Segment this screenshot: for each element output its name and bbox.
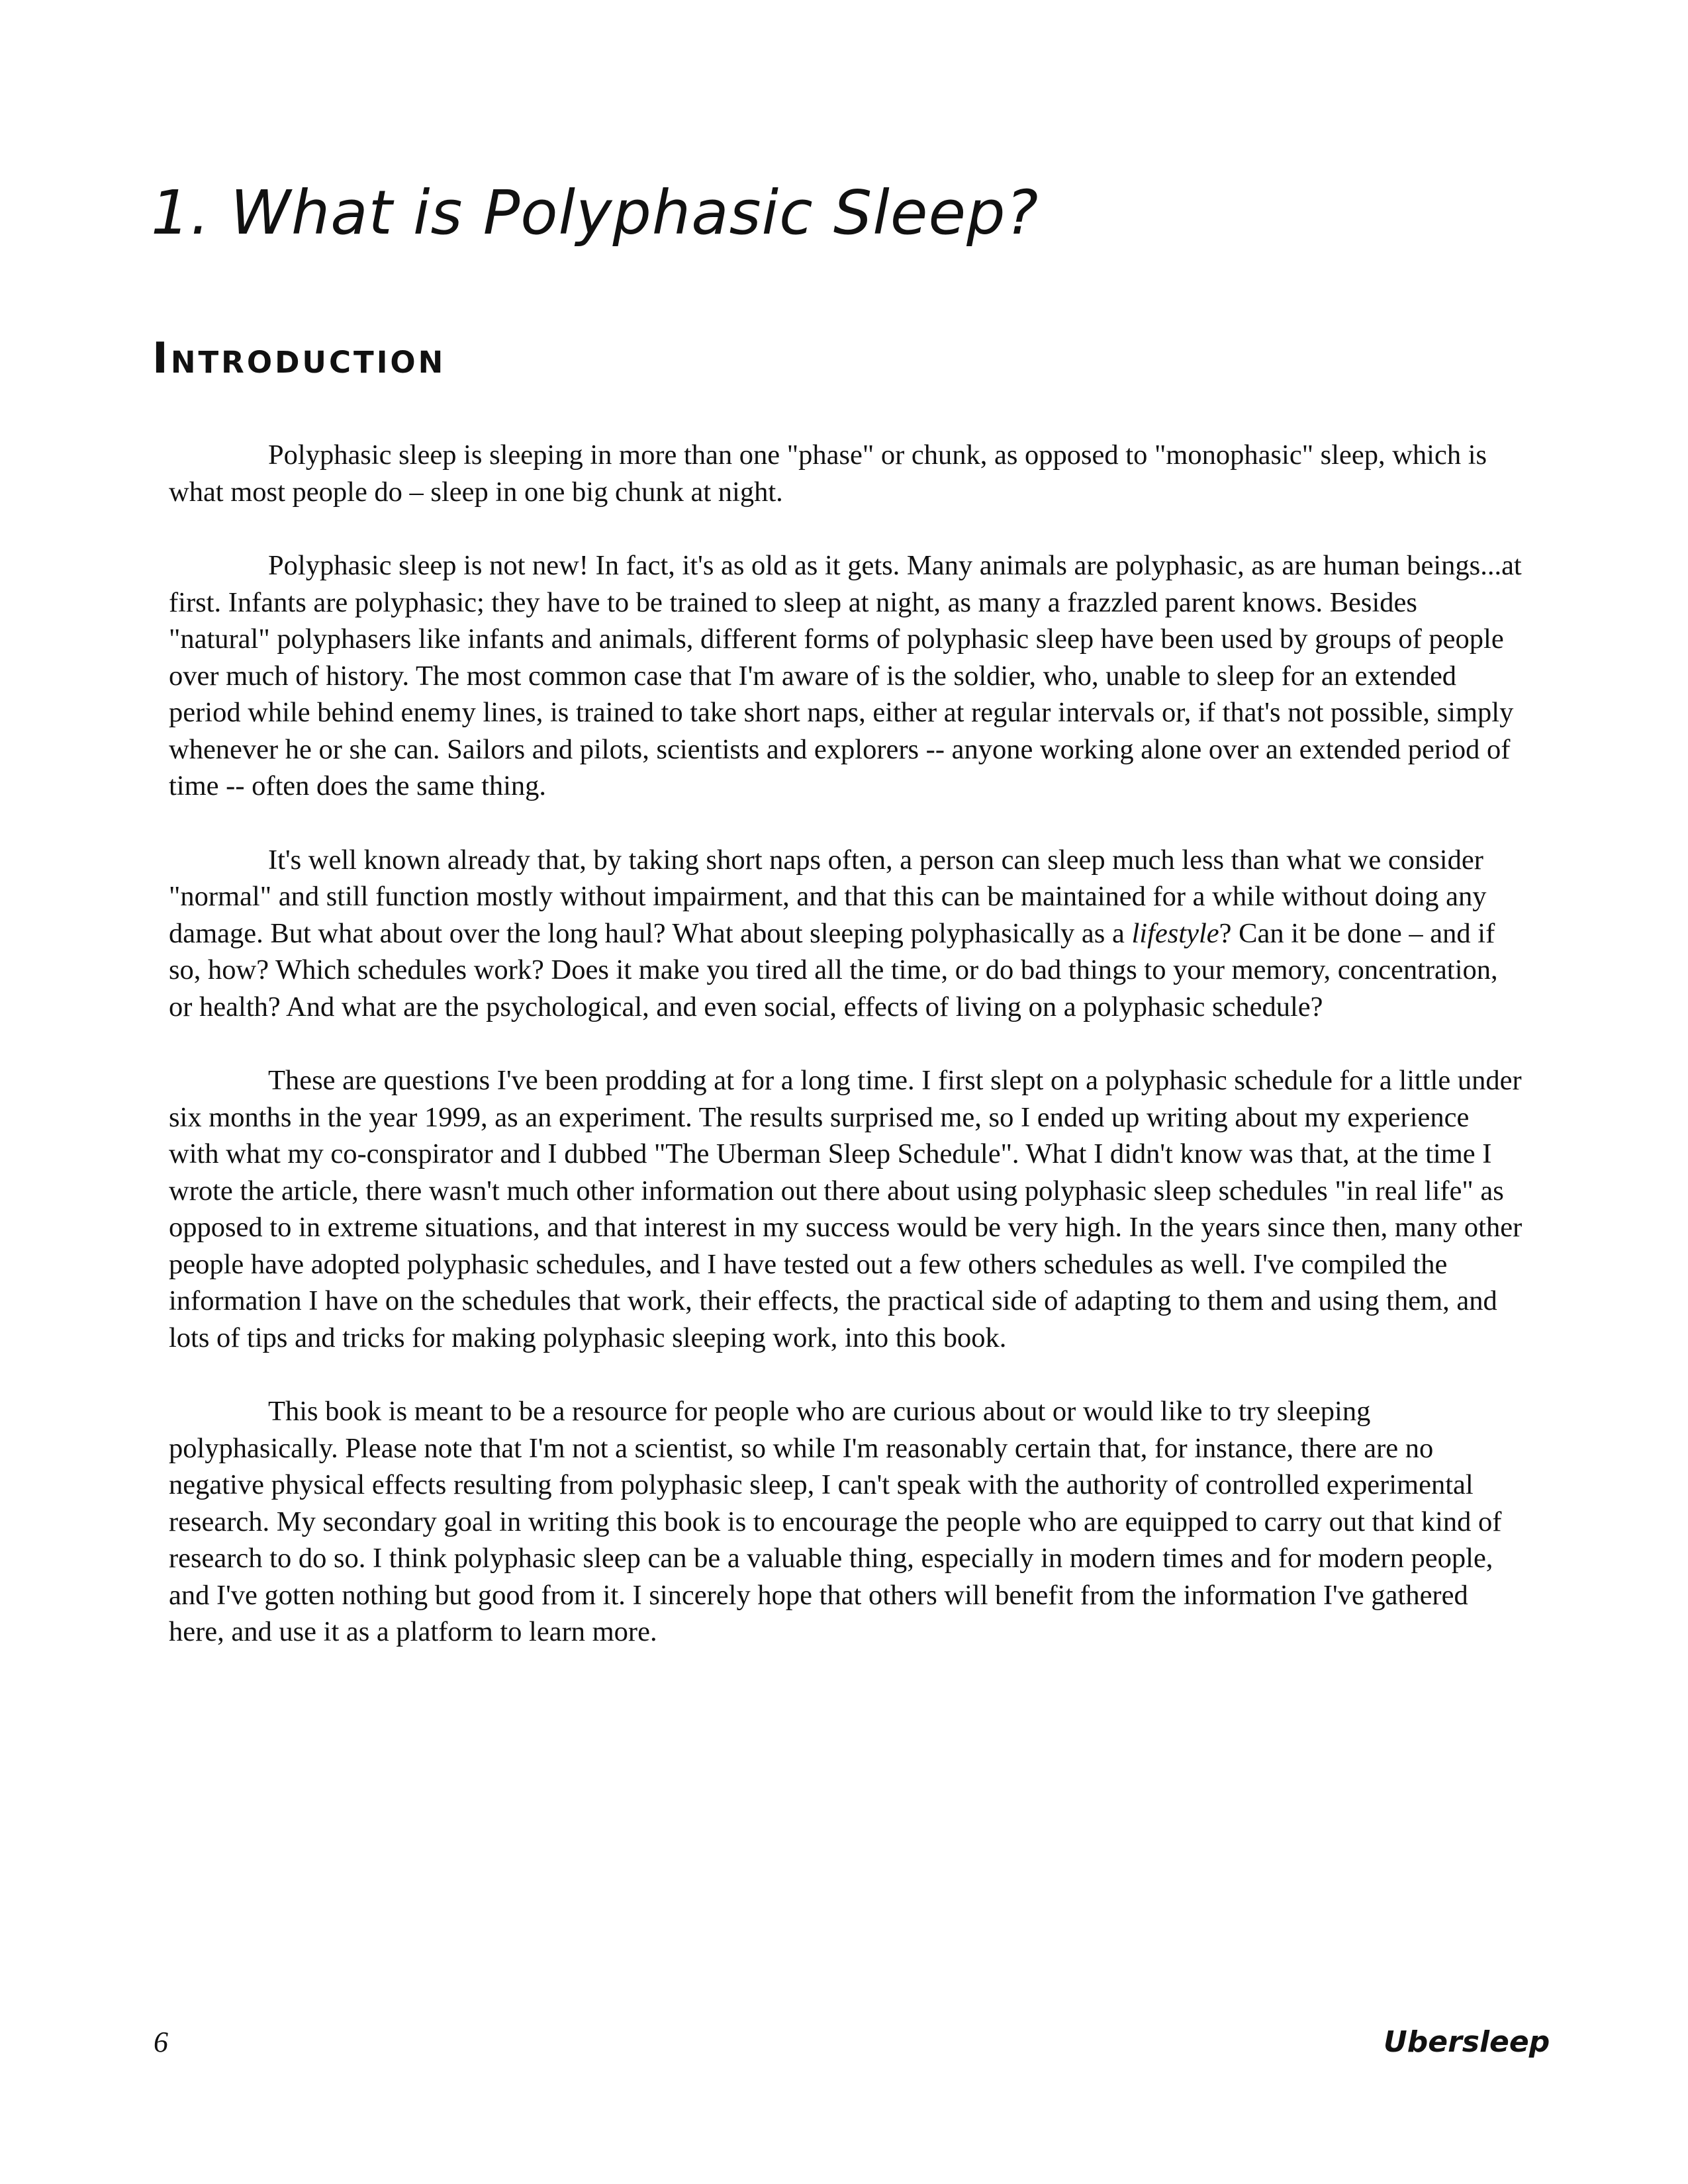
body-text — [169, 437, 1523, 1688]
paragraph-3-after: ? Can it be done – and if so, how? Which schedules work? Does it make you tired all the time, or do bad things to your memory, concentration, or health? And what are the psychological, and even social, effects of living on a polyphasic schedule? — [169, 917, 1498, 1023]
running-footer-book-title: Ubersleep — [1383, 2025, 1550, 2059]
page-number: 6 — [154, 2026, 168, 2058]
paragraph-3 — [169, 842, 1523, 1026]
paragraph-5: This book is meant to be a resource for people who are curious about or would like to try sleeping polyphasically. Please note that I'm not a scientist, so while I'm reasonably certain that, for instance, there are no negative physical effects resulting from polyphasic sleep, I can't speak with the authority of controlled experimental research. My secondary goal in writing this book is to encourage the people who are equipped to carry out that kind of research to do so. I think polyphasic sleep can be a valuable thing, especially in modern times and for modern people, and I've gotten nothing but good from it. I sincerely hope that others will benefit from the information I've gathered here, and use it as a platform to learn more. — [169, 1396, 1502, 1647]
paragraph-3-before: It's well known already that, by taking short naps often, a person can sleep much less than what we consider "normal" and still function mostly without impairment, and that this can be maintained for a while without doing any damage. But what about over the long haul? What about sleeping polyphasically as a — [169, 844, 1487, 949]
paragraph-4: These are questions I've been prodding at for a long time. I first slept on a polyphasic schedule for a little under six months in the year 1999, as an experiment. The results surprised me, so I ended up writing about my experience with what my co-conspirator and I dubbed "The Uberman Sleep Schedule". What I didn't know was that, at the time I wrote the article, there wasn't much other information out there about using polyphasic sleep schedules "in real life" as opposed to in extreme situations, and that interest in my success would be very high. In the years since then, many other people have adopted polyphasic schedules, and I have tested out a few others schedules as well. I've compiled the information I have on the schedules that work, their effects, the practical side of adapting to them and using them, and lots of tips and tricks for making polyphasic sleeping work, into this book. — [169, 1065, 1523, 1353]
section-title: Introduction — [152, 334, 446, 383]
paragraph-1: Polyphasic sleep is sleeping in more than one "phase" or chunk, as opposed to "monophasic" sleep, which is what most people do – sleep in one big chunk at night. — [169, 439, 1487, 508]
chapter-title: 1. What is Polyphasic Sleep? — [151, 177, 1039, 248]
paragraph-2: Polyphasic sleep is not new! In fact, it's as old as it gets. Many animals are polyphasic, as are human beings...at first. Infants are polyphasic; they have to be trained to sleep at night, as many a frazzled parent knows. Besides "natural" polyphasers like infants and animals, different forms of polyphasic sleep have been used by groups of people over much of history. The most common case that I'm aware of is the soldier, who, unable to sleep for an extended period while behind enemy lines, is trained to take short naps, either at regular intervals or, if that's not possible, simply whenever he or she can. Sailors and pilots, scientists and explorers -- anyone working alone over an extended period of time -- often does the same thing. — [169, 550, 1522, 801]
paragraph-3-emphasis: lifestyle — [1131, 917, 1219, 949]
